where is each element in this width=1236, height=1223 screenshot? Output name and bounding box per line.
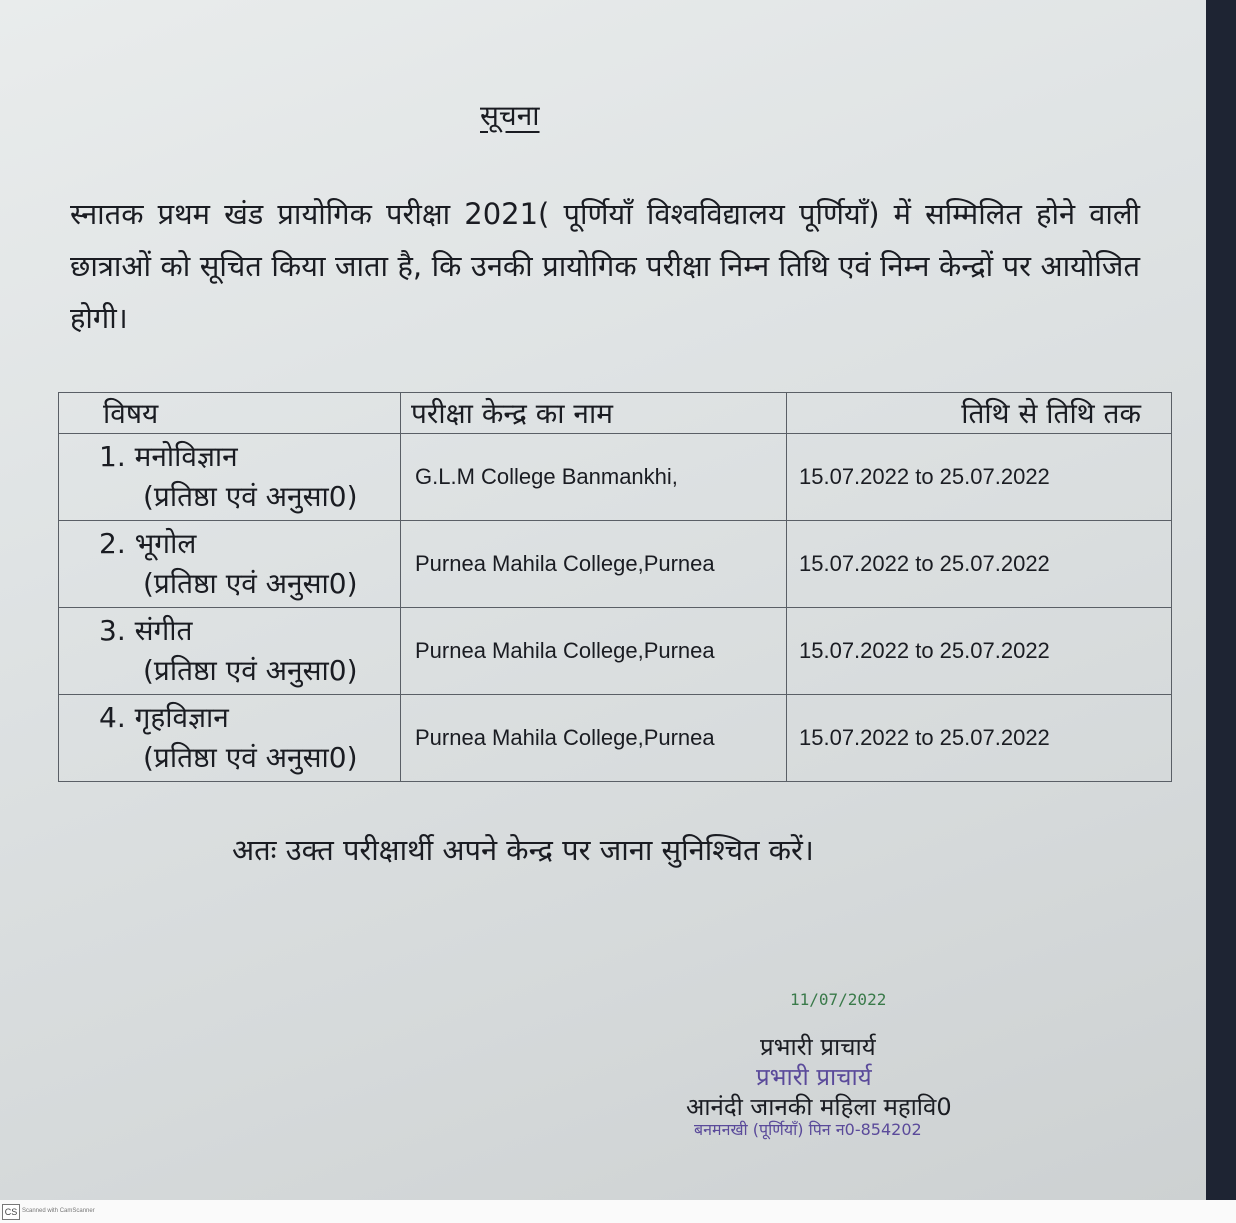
- dates-cell: 15.07.2022 to 25.07.2022: [787, 434, 1172, 521]
- table-row: [59, 695, 1172, 782]
- header-centre: परीक्षा केन्द्र का नाम: [401, 393, 787, 434]
- dates-cell: 15.07.2022 to 25.07.2022: [787, 695, 1172, 782]
- centre-cell: Purnea Mahila College,Purnea: [401, 521, 787, 608]
- notice-closing: अतः उक्त परीक्षार्थी अपने केन्द्र पर जाना सुनिश्चित करें।: [232, 833, 814, 867]
- subject-cell: [59, 521, 401, 608]
- stamp-title: प्रभारी प्राचार्य: [756, 1063, 872, 1091]
- stamp-address: बनमनखी (पूर्णियाँ) पिन न0-854202: [694, 1120, 922, 1139]
- subject-name: 2. भूगोल: [99, 527, 197, 560]
- notice-title: सूचना: [480, 99, 540, 132]
- subject-sub: (प्रतिष्ठा एवं अनुसा0): [143, 567, 358, 600]
- subject-sub: (प्रतिष्ठा एवं अनुसा0): [143, 741, 358, 774]
- subject-name: 4. गृहविज्ञान: [99, 701, 229, 734]
- subject-cell: [59, 608, 401, 695]
- table-header-row: [59, 393, 1172, 434]
- signatory-title: प्रभारी प्राचार्य: [760, 1033, 876, 1061]
- header-dates: तिथि से तिथि तक: [787, 393, 1172, 434]
- table-row: [59, 434, 1172, 521]
- subject-cell: [59, 434, 401, 521]
- subject-name: 1. मनोविज्ञान: [99, 440, 238, 473]
- table-row: [59, 608, 1172, 695]
- camscanner-icon: CS: [2, 1204, 20, 1220]
- subject-name: 3. संगीत: [99, 614, 193, 647]
- centre-cell: G.L.M College Banmankhi,: [401, 434, 787, 521]
- handwritten-date: 11/07/2022: [790, 990, 887, 1009]
- subject-sub: (प्रतिष्ठा एवं अनुसा0): [143, 480, 358, 513]
- table-row: [59, 521, 1172, 608]
- centre-cell: Purnea Mahila College,Purnea: [401, 608, 787, 695]
- camscanner-label: Scanned with CamScanner: [22, 1208, 95, 1214]
- subject-sub: (प्रतिष्ठा एवं अनुसा0): [143, 654, 358, 687]
- college-name: आनंदी जानकी महिला महावि0: [686, 1093, 952, 1121]
- dates-cell: 15.07.2022 to 25.07.2022: [787, 521, 1172, 608]
- header-subject: विषय: [59, 393, 401, 434]
- centre-cell: Purnea Mahila College,Purnea: [401, 695, 787, 782]
- notice-intro: स्नातक प्रथम खंड प्रायोगिक परीक्षा 2021( पूर्णियाँ विश्वविद्यालय पूर्णियाँ) में सम्मिलित होने वाली छात्राओं को सूचित किया जाता है, कि उनकी प्रायोगिक परीक्षा निम्न तिथि एवं निम्न केन्द्रों पर आयोजित होगी।: [70, 197, 1140, 335]
- dates-cell: 15.07.2022 to 25.07.2022: [787, 608, 1172, 695]
- subject-cell: [59, 695, 401, 782]
- exam-schedule-table: [58, 392, 1172, 782]
- scan-footer: [0, 1200, 1236, 1223]
